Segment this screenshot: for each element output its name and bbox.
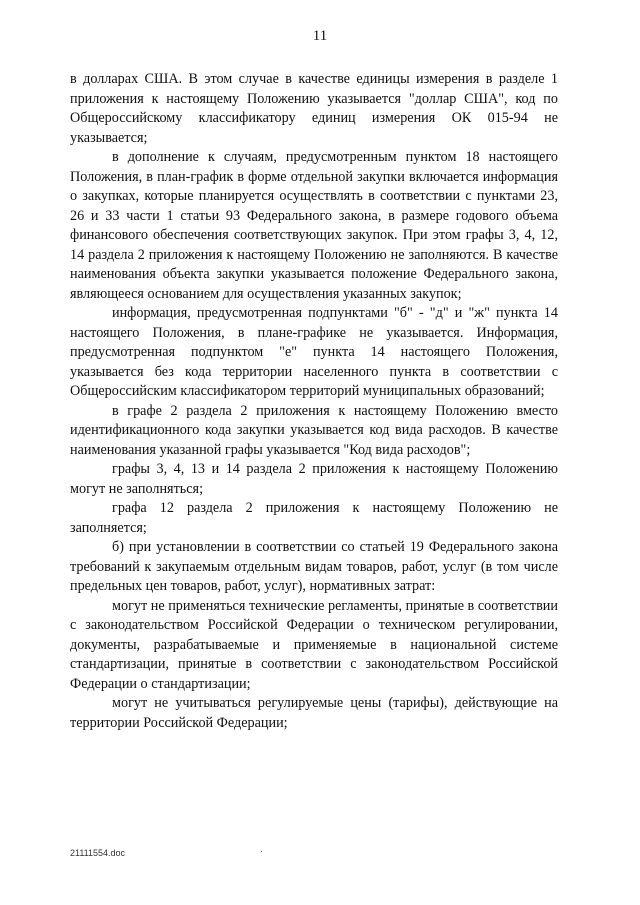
scan-speck [261,851,262,852]
paragraph-continuation: в долларах США. В этом случае в качестве единицы измерения в разделе 1 приложения к настоящему Положению указывается "доллар США", код по Общероссийскому классификатору единиц измерения ОК 015-94 не указывается; [70,71,558,146]
paragraph-regulated-prices: могут не учитываться регулируемые цены (тарифы), действующие на территории Российской Федерации; [70,695,558,731]
page-number: 11 [312,28,328,44]
paragraph-subclauses-info: информация, предусмотренная подпунктами "б" - "д" и "ж" пункта 14 настоящего Положения, в плане-графике не указывается. Информация, предусмотренная подпунктом "е" пункта 14 настоящего Положения, указывается без кода территории населенного пункта в соответствии с Общероссийским классификатором территорий муниципальных образований; [70,305,558,399]
paragraph-plan-schedule-inclusion: в дополнение к случаям, предусмотренным пунктом 18 настоящего Положения, в план-график в форме отдельной закупки включается информация о закупках, которые планируется осуществлять в соответствии с пунктами 23, 26 и 33 части 1 статьи 93 Федерального закона, в размере годового объема финансового обеспечения соответствующих закупок. При этом графы 3, 4, 12, 14 раздела 2 приложения к настоящему Положению не заполняются. В качестве наименования объекта закупки указывается положение Федерального закона, являющееся основанием для осуществления указанных закупок; [70,149,558,302]
paragraph-columns-3-4-13-14: графы 3, 4, 13 и 14 раздела 2 приложения к настоящему Положению могут не заполняться; [70,461,558,497]
paragraph-item-b: б) при установлении в соответствии со статьей 19 Федерального закона требований к закупаемым отдельным видам товаров, работ, услуг (в том числе предельных цен товаров, работ, услуг), нормативных затрат: [70,539,558,594]
paragraph-column-2: в графе 2 раздела 2 приложения к настоящему Положению вместо идентификационного кода закупки указывается код вида расходов. В качестве наименования указанной графы указывается "Код вида расходов"; [70,402,558,458]
paragraph-technical-regulations: могут не применяться технические регламенты, принятые в соответствии с законодательством Российской Федерации о техническом регулировании, документы, разрабатываемые и применяемые в национальной системе стандартизации, принятые в соответствии с законодательством Российской Федерации о стандартизации; [70,597,558,692]
footer-file-name: 21111554.doc [70,848,126,858]
paragraph-column-12: графа 12 раздела 2 приложения к настоящему Положению не заполняется; [70,500,558,536]
document-body [70,70,558,733]
